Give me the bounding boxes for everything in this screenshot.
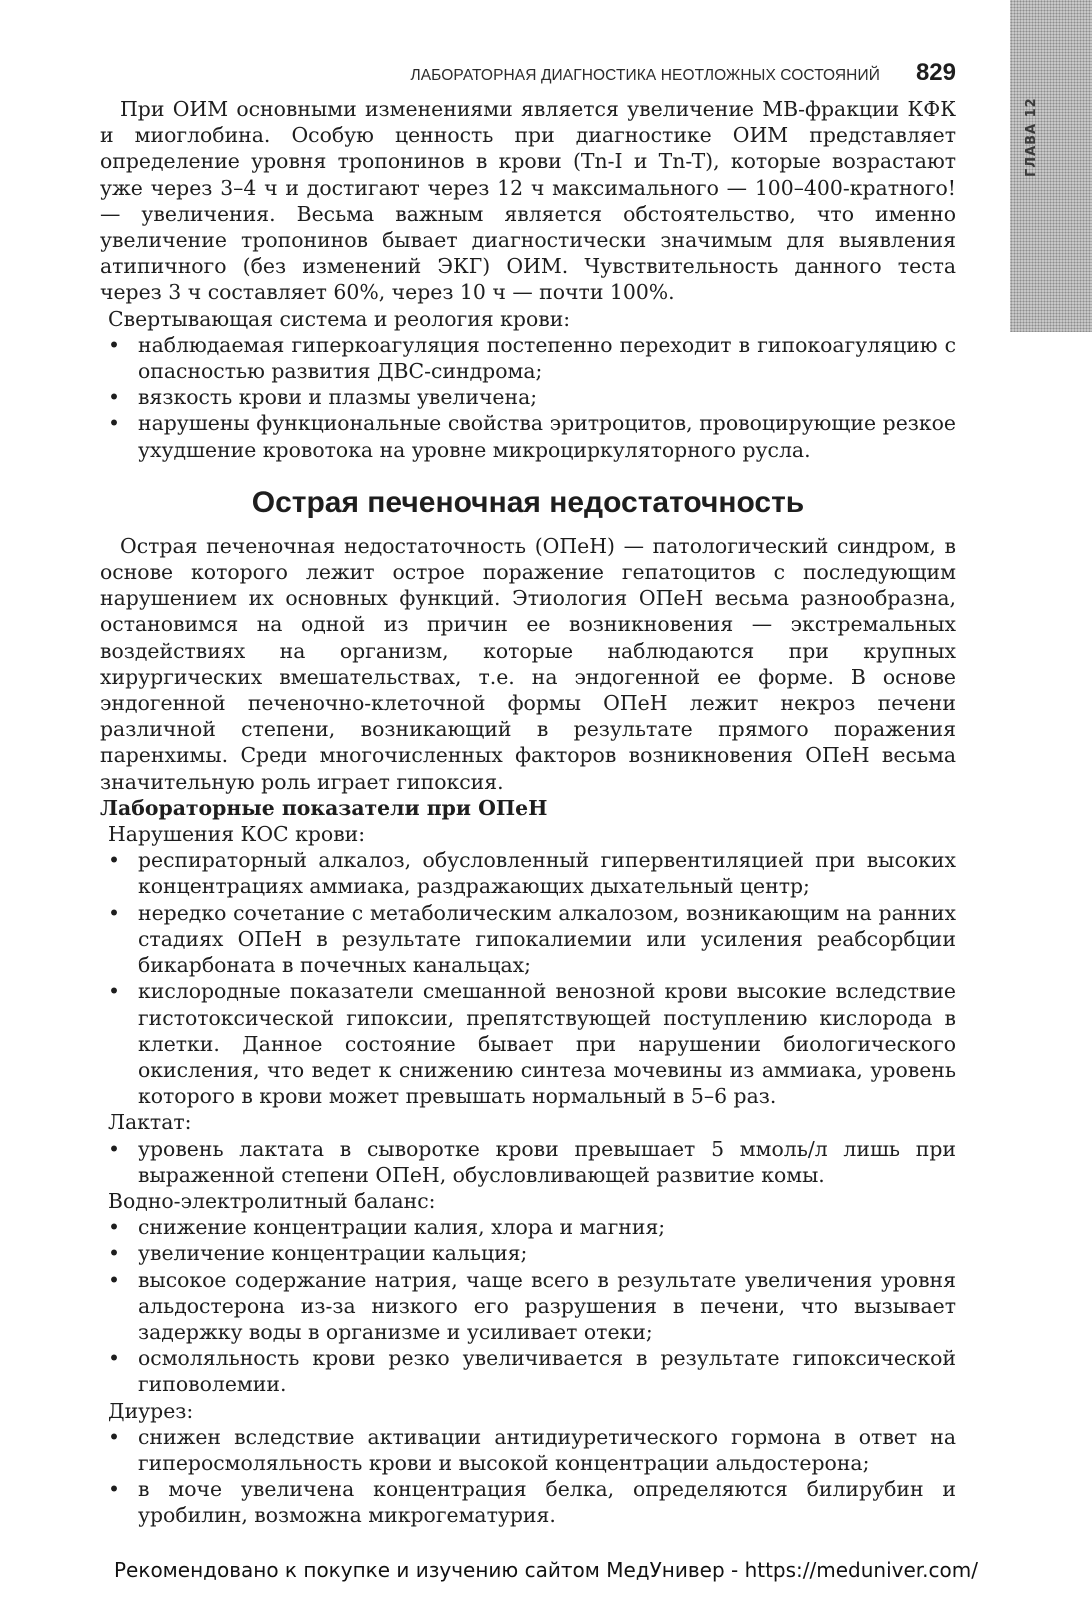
running-head xyxy=(100,59,956,89)
list-item: • снижение концентрации калия, хлора и магния; xyxy=(100,1214,956,1240)
coagulation-subhead: Свертывающая система и реология крови: xyxy=(108,306,571,331)
list-item: • увеличение концентрации кальция; xyxy=(100,1240,956,1266)
list-item: • осмоляльность крови резко увеличивается в результате гипоксической гиповолемии. xyxy=(100,1345,956,1397)
page-body xyxy=(100,96,956,1529)
page-number: 829 xyxy=(915,59,956,86)
lab-heading: Лабораторные показатели при ОПеН xyxy=(100,795,548,820)
list-item: • кислородные показатели смешанной венозной крови высокие вследствие гистотоксической гипоксии, препятствующей поступлению кислорода в клетки. Данное состояние бывает при нарушении биологического окисления, что ведет к снижению синтеза мочевины из аммиака, уровень которого в крови может превышать нормальный в 5–6 раз. xyxy=(100,978,956,1109)
chapter-tab xyxy=(1010,0,1092,332)
running-head-title: ЛАБОРАТОРНАЯ ДИАГНОСТИКА НЕОТЛОЖНЫХ СОСТОЯНИЙ xyxy=(410,67,880,84)
list-item: • респираторный алкалоз, обусловленный гипервентиляцией при высоких концентрациях аммиака, раздражающих дыхательный центр; xyxy=(100,847,956,899)
list-item: • нередко сочетание с метаболическим алкалозом, возникающим на ранних стадиях ОПеН в результате гипокалиемии или усиления реабсорбции бикарбоната в почечных канальцах; xyxy=(100,900,956,979)
paragraph-oim: При ОИМ основными изменениями является увеличение МВ-фракции КФК и миоглобина. Особую ценность при диагностике ОИМ представляет определение уровня тропонинов в крови (Tn-I и Tn-T), которые возрастают уже через 3–4 ч и достигают через 12 ч максимального — 100–400-кратного! — увеличения. Весьма важным является обстоятельство, что именно увеличение тропонинов бывает диагностически значимым для выявления атипичного (без изменений ЭКГ) ОИМ. Чувствительность данного теста через 3 ч составляет 60%, через 10 ч — почти 100%. xyxy=(100,97,956,305)
diuresis-label: Диурез: xyxy=(108,1398,194,1423)
lactate-label: Лактат: xyxy=(108,1110,192,1135)
list-item: • снижен вследствие активации антидиуретического гормона в ответ на гиперосмоляльность крови и высокой концентрации альдостерона; xyxy=(100,1424,956,1476)
section-title: Острая печеночная недостаточность xyxy=(251,485,805,519)
list-item: • в моче увеличена концентрация белка, определяются билирубин и уробилин, возможна микрогематурия. xyxy=(100,1476,956,1528)
list-item: • вязкость крови и плазмы увеличена; xyxy=(100,384,956,410)
list-item: • уровень лактата в сыворотке крови превышает 5 ммоль/л лишь при выраженной степени ОПеН, обусловливающей развитие комы. xyxy=(100,1136,956,1188)
list-item: • высокое содержание натрия, чаще всего в результате увеличения уровня альдостерона из-за низкого его разрушения в печени, что вызывает задержку воды в организме и усиливает отеки; xyxy=(100,1267,956,1346)
electrolytes-label: Водно-электролитный баланс: xyxy=(108,1188,436,1213)
kos-label: Нарушения КОС крови: xyxy=(108,822,366,847)
footer-watermark: Рекомендовано к покупке и изучению сайтом МедУнивер - https://meduniver.com/ xyxy=(114,1558,978,1582)
list-item: • наблюдаемая гиперкоагуляция постепенно переходит в гипокоагуляцию с опасностью развития ДВС-синдрома; xyxy=(100,332,956,384)
list-item: • нарушены функциональные свойства эритроцитов, провоцирующие резкое ухудшение кровотока на уровне микроциркуляторного русла. xyxy=(100,410,956,462)
chapter-tab-label: ГЛАВА 12 xyxy=(1024,97,1039,177)
paragraph-open: Острая печеночная недостаточность (ОПеН) — патологический синдром, в основе которого лежит острое поражение гепатоцитов с последующим нарушением их основных функций. Этиология ОПеН весьма разнообразна, остановимся на одной из причин ее возникновения — экстремальных воздействиях на организм, которые наблюдаются при крупных хирургических вмешательствах, т.е. на эндогенной ее форме. В основе эндогенной печеночно-клеточной формы ОПеН лежит некроз печени различной степени, возникающий в результате прямого поражения паренхимы. Среди многочисленных факторов возникновения ОПеН весьма значительную роль играет гипоксия. xyxy=(100,533,956,794)
